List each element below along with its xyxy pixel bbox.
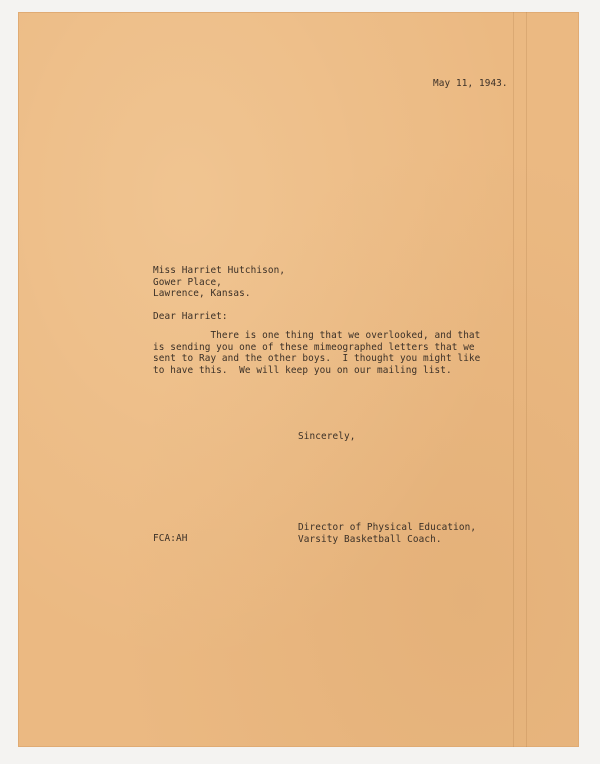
signature-title: Director of Physical Education, — [298, 522, 477, 533]
body-line: to have this. We will keep you on our mailing list. — [153, 364, 452, 376]
salutation: Dear Harriet: — [153, 311, 228, 322]
letter-page — [18, 12, 579, 747]
signature-block — [298, 522, 476, 545]
letter-body — [153, 330, 480, 376]
recipient-name: Miss Harriet Hutchison, — [153, 265, 286, 276]
paper-crease — [526, 12, 527, 747]
body-line: is sending you one of these mimeographed letters that we — [153, 341, 475, 353]
recipient-city: Lawrence, Kansas. — [153, 288, 251, 299]
signature-title: Varsity Basketball Coach. — [298, 533, 442, 545]
paper-crease — [513, 12, 514, 747]
reference-initials: FCA:AH — [153, 533, 188, 544]
letter-date: May 11, 1943. — [433, 78, 508, 89]
recipient-street: Gower Place, — [153, 276, 222, 288]
recipient-address — [153, 265, 285, 300]
body-line: sent to Ray and the other boys. I thought you might like — [153, 353, 481, 364]
body-line: There is one thing that we overlooked, and that — [153, 330, 481, 341]
closing: Sincerely, — [298, 431, 356, 442]
